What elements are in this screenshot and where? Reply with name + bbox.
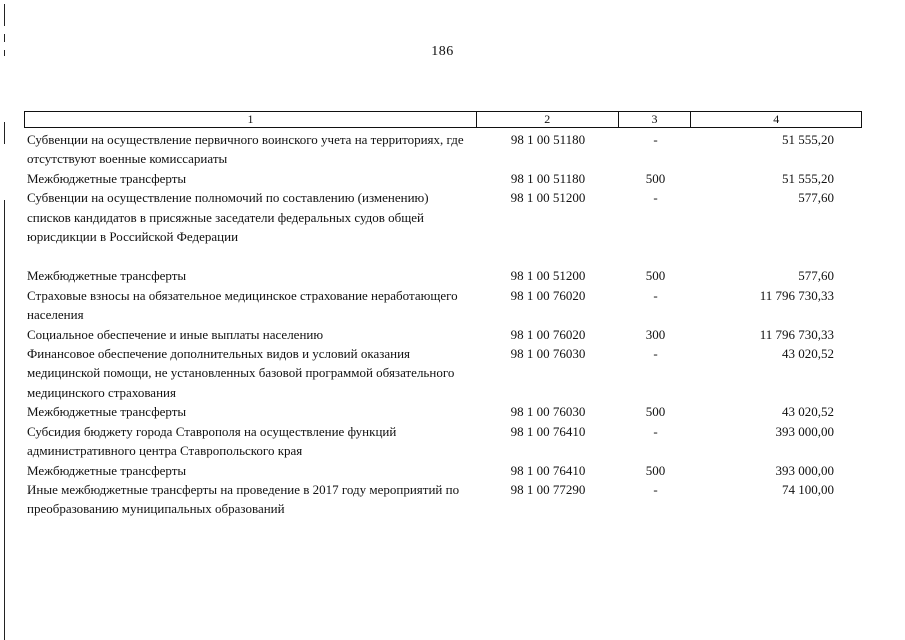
row-amount: 11 796 730,33 <box>759 326 834 342</box>
row-type: - <box>653 423 658 439</box>
table-row <box>24 461 862 480</box>
table-row <box>24 480 862 519</box>
row-code: 98 1 00 76030 <box>510 346 586 362</box>
header-col-1: 1 <box>25 112 477 127</box>
margin-mark <box>4 122 5 144</box>
row-code: 98 1 00 76410 <box>510 423 586 439</box>
row-amount: 11 796 730,33 <box>759 287 834 303</box>
row-type: - <box>653 481 658 497</box>
row-name: Межбюджетные трансферты <box>27 462 187 478</box>
row-name: Субвенции на осуществление полномочий по составлению (изменению) списков кандидатов в присяжные заседатели федеральных судов общей юрисдикции в Российской Федерации <box>27 190 429 245</box>
row-name: Субсидия бюджету города Ставрополя на осуществление функций административного центра Ставропольского края <box>27 423 397 459</box>
row-amount: 51 555,20 <box>782 132 834 147</box>
row-amount: 43 020,52 <box>782 346 834 362</box>
row-code: 98 1 00 77290 <box>510 481 586 497</box>
row-name: Иные межбюджетные трансферты на проведение в 2017 году мероприятий по преобразованию муниципальных образований <box>27 481 460 517</box>
row-name: Социальное обеспечение и иные выплаты населению <box>27 326 324 342</box>
row-type: 500 <box>645 404 666 420</box>
row-name: Межбюджетные трансферты <box>27 404 187 420</box>
row-name: Межбюджетные трансферты <box>27 268 187 284</box>
table-row <box>24 188 862 246</box>
row-code: 98 1 00 76020 <box>510 326 586 342</box>
table-row <box>24 422 862 461</box>
row-amount: 393 000,00 <box>775 423 834 439</box>
row-name: Финансовое обеспечение дополнительных видов и условий оказания медицинской помощи, не установленных базовой программой обязательного медицинского страхования <box>27 346 455 400</box>
row-amount: 43 020,52 <box>782 404 834 420</box>
row-amount: 577,60 <box>798 268 834 284</box>
table-row <box>24 402 862 421</box>
margin-mark <box>4 34 5 42</box>
row-name: Межбюджетные трансферты <box>27 170 187 186</box>
header-col-2: 2 <box>477 112 619 127</box>
table-row <box>24 266 862 285</box>
row-name: Субвенции на осуществление первичного воинского учета на территориях, где отсутствуют военные комиссариаты <box>27 132 464 167</box>
row-amount: 74 100,00 <box>782 481 834 497</box>
row-code: 98 1 00 51180 <box>510 170 586 186</box>
table-row <box>24 130 862 169</box>
row-type: 500 <box>645 170 666 186</box>
row-code: 98 1 00 76410 <box>510 462 586 478</box>
table-row <box>24 325 862 344</box>
row-amount: 393 000,00 <box>775 462 834 478</box>
table-header <box>24 111 862 128</box>
margin-mark <box>4 4 5 26</box>
table-row <box>24 344 862 402</box>
row-type: - <box>653 190 658 206</box>
row-code: 98 1 00 51200 <box>510 268 586 284</box>
row-type: 300 <box>645 326 666 342</box>
row-type: 500 <box>645 268 666 284</box>
table-row <box>24 169 862 188</box>
row-code: 98 1 00 76030 <box>510 404 586 420</box>
row-code: 98 1 00 51200 <box>510 190 586 206</box>
row-type: - <box>653 132 658 147</box>
row-type: - <box>653 287 658 303</box>
page-number: 186 <box>431 44 454 59</box>
row-amount: 51 555,20 <box>782 170 834 186</box>
table-body <box>24 130 862 519</box>
row-code: 98 1 00 76020 <box>510 287 586 303</box>
row-code: 98 1 00 51180 <box>510 132 586 147</box>
table-row <box>24 286 862 325</box>
header-col-3: 3 <box>619 112 692 127</box>
row-type: - <box>653 346 658 362</box>
header-col-4: 4 <box>773 112 780 126</box>
margin-mark <box>4 200 5 640</box>
row-amount: 577,60 <box>798 190 834 206</box>
row-type: 500 <box>645 462 666 478</box>
row-name: Страховые взносы на обязательное медицинское страхование неработающего населения <box>27 287 458 323</box>
row-gap <box>24 246 862 266</box>
